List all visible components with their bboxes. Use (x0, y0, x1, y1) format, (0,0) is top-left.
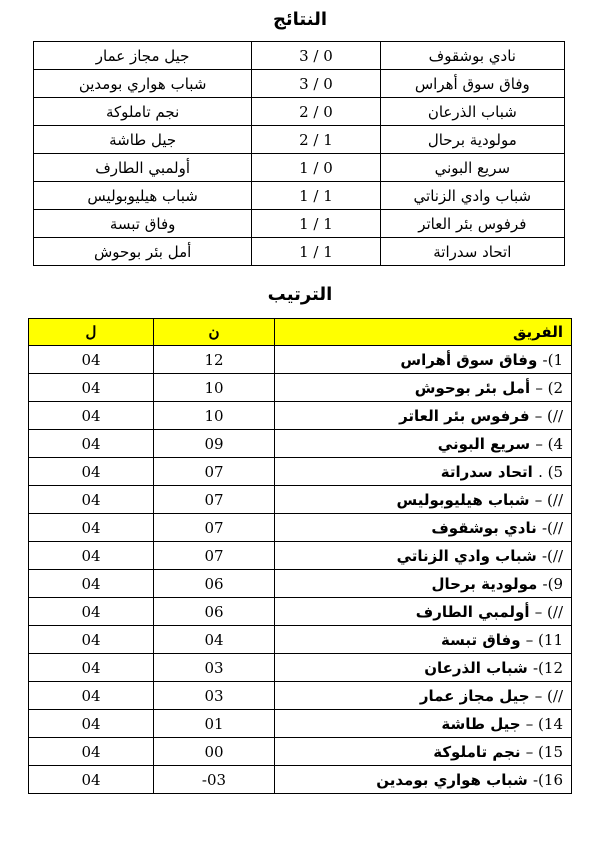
header-played: ل (29, 319, 154, 346)
standings-team-name: وفاق سوق أهراس (400, 350, 538, 369)
result-score: 3 / 0 (252, 70, 380, 98)
result-home-team: سريع البوني (380, 154, 564, 182)
result-away-team: أولمبي الطارف (34, 154, 252, 182)
result-score: 3 / 0 (252, 42, 380, 70)
standings-rank: 12)- (532, 658, 563, 677)
standings-rank: 14) – (525, 714, 563, 733)
standings-rank: //)- (541, 546, 563, 565)
standings-team-cell (275, 486, 572, 514)
result-row (34, 238, 565, 266)
standings-rank: 1)- (542, 350, 563, 369)
standings-team-cell (275, 374, 572, 402)
standings-team-name: اتحاد سدراتة (440, 462, 533, 481)
standings-rank: 16)- (532, 770, 563, 789)
standings-team-name: شباب هيليوبوليس (396, 490, 530, 509)
standings-team-cell (275, 598, 572, 626)
standings-team-name: وفاق تبسة (441, 630, 521, 649)
standings-played: 04 (29, 766, 154, 794)
result-away-team: شباب هواري بومدين (34, 70, 252, 98)
standings-points: 07 (154, 458, 275, 486)
standings-team-cell (275, 458, 572, 486)
standings-played: 04 (29, 402, 154, 430)
standings-points: 03 (154, 682, 275, 710)
standings-played: 04 (29, 542, 154, 570)
result-score: 2 / 0 (252, 98, 380, 126)
standings-points: 10 (154, 374, 275, 402)
standings-team-cell (275, 738, 572, 766)
standings-team-cell (275, 346, 572, 374)
standings-played: 04 (29, 598, 154, 626)
standings-rank: 15) – (525, 742, 563, 761)
result-away-team: نجم تاملوكة (34, 98, 252, 126)
standings-title: الترتيب (267, 284, 333, 305)
result-away-team: أمل بئر بوحوش (34, 238, 252, 266)
standings-team-name: جيل مجاز عمار (419, 686, 530, 705)
standings-played: 04 (29, 710, 154, 738)
standings-points: 07 (154, 542, 275, 570)
standings-rank: 9)- (542, 574, 563, 593)
standings-played: 04 (29, 626, 154, 654)
standings-team-name: سريع البوني (437, 434, 531, 453)
standings-points: 00 (154, 738, 275, 766)
standings-team-cell (275, 682, 572, 710)
result-home-team: شباب وادي الزناتي (380, 182, 564, 210)
result-score: 1 / 1 (252, 182, 380, 210)
result-row (34, 42, 565, 70)
standings-row (29, 738, 572, 766)
standings-header (29, 319, 572, 346)
standings-rank: //) – (534, 406, 563, 425)
result-home-team: مولودية برحال (380, 126, 564, 154)
standings-team-name: جيل طاشة (441, 714, 521, 733)
standings-points: 07 (154, 514, 275, 542)
result-row (34, 210, 565, 238)
standings-team-name: نادي بوشقوف (431, 518, 537, 537)
result-row (34, 126, 565, 154)
result-score: 2 / 1 (252, 126, 380, 154)
standings-played: 04 (29, 682, 154, 710)
standings-points: 06 (154, 598, 275, 626)
standings-row (29, 542, 572, 570)
standings-points: -03 (154, 766, 275, 794)
standings-row (29, 402, 572, 430)
standings-points: 03 (154, 654, 275, 682)
result-row (34, 154, 565, 182)
standings-played: 04 (29, 570, 154, 598)
result-home-team: وفاق سوق أهراس (380, 70, 564, 98)
result-row (34, 182, 565, 210)
standings-team-name: مولودية برحال (431, 574, 538, 593)
standings-team-cell (275, 710, 572, 738)
standings-row (29, 570, 572, 598)
result-score: 1 / 1 (252, 210, 380, 238)
standings-points: 12 (154, 346, 275, 374)
standings-table (28, 318, 572, 794)
standings-played: 04 (29, 374, 154, 402)
standings-rank: 2) – (535, 378, 563, 397)
standings-points: 06 (154, 570, 275, 598)
standings-played: 04 (29, 654, 154, 682)
result-row (34, 70, 565, 98)
standings-played: 04 (29, 430, 154, 458)
result-away-team: جيل مجاز عمار (34, 42, 252, 70)
standings-points: 10 (154, 402, 275, 430)
standings-row (29, 654, 572, 682)
standings-row (29, 346, 572, 374)
result-score: 1 / 0 (252, 154, 380, 182)
standings-team-cell (275, 542, 572, 570)
standings-row (29, 486, 572, 514)
standings-team-cell (275, 766, 572, 794)
results-title: النتائج (272, 9, 328, 30)
result-away-team: جيل طاشة (34, 126, 252, 154)
standings-rank: //) – (534, 686, 563, 705)
header-team: الفريق (275, 319, 572, 346)
result-away-team: شباب هيليوبوليس (34, 182, 252, 210)
standings-played: 04 (29, 458, 154, 486)
standings-rank: 5) . (538, 462, 563, 481)
standings-row (29, 374, 572, 402)
standings-team-name: أمل بئر بوحوش (414, 378, 531, 397)
standings-rank: 4) – (535, 434, 563, 453)
standings-team-cell (275, 626, 572, 654)
standings-team-cell (275, 402, 572, 430)
standings-row (29, 514, 572, 542)
standings-rank: //) – (534, 602, 563, 621)
standings-row (29, 626, 572, 654)
results-table (33, 41, 565, 266)
result-home-team: فرفوس بئر العاتر (380, 210, 564, 238)
standings-rank: 11) – (525, 630, 563, 649)
standings-rank: //) – (534, 490, 563, 509)
standings-team-cell (275, 570, 572, 598)
standings-points: 01 (154, 710, 275, 738)
standings-row (29, 430, 572, 458)
standings-body (29, 346, 572, 794)
standings-team-name: فرفوس بئر العاتر (399, 406, 530, 425)
standings-points: 04 (154, 626, 275, 654)
standings-team-cell (275, 654, 572, 682)
standings-team-cell (275, 430, 572, 458)
standings-team-name: شباب هواري بومدين (376, 770, 528, 789)
standings-played: 04 (29, 486, 154, 514)
standings-row (29, 766, 572, 794)
standings-team-name: شباب وادي الزناتي (396, 546, 537, 565)
standings-played: 04 (29, 514, 154, 542)
standings-points: 07 (154, 486, 275, 514)
standings-row (29, 682, 572, 710)
standings-team-name: شباب الذرعان (424, 658, 528, 677)
standings-rank: //)- (541, 518, 563, 537)
results-body (34, 42, 565, 266)
result-away-team: وفاق تبسة (34, 210, 252, 238)
header-points: ن (154, 319, 275, 346)
standings-row (29, 710, 572, 738)
result-row (34, 98, 565, 126)
result-home-team: نادي بوشقوف (380, 42, 564, 70)
result-home-team: شباب الذرعان (380, 98, 564, 126)
standings-played: 04 (29, 738, 154, 766)
standings-team-name: نجم تاملوكة (433, 742, 521, 761)
standings-team-name: أولمبي الطارف (415, 602, 530, 621)
standings-points: 09 (154, 430, 275, 458)
result-score: 1 / 1 (252, 238, 380, 266)
standings-row (29, 458, 572, 486)
standings-row (29, 598, 572, 626)
standings-team-cell (275, 514, 572, 542)
standings-header-row (29, 319, 572, 346)
result-home-team: اتحاد سدراتة (380, 238, 564, 266)
standings-played: 04 (29, 346, 154, 374)
